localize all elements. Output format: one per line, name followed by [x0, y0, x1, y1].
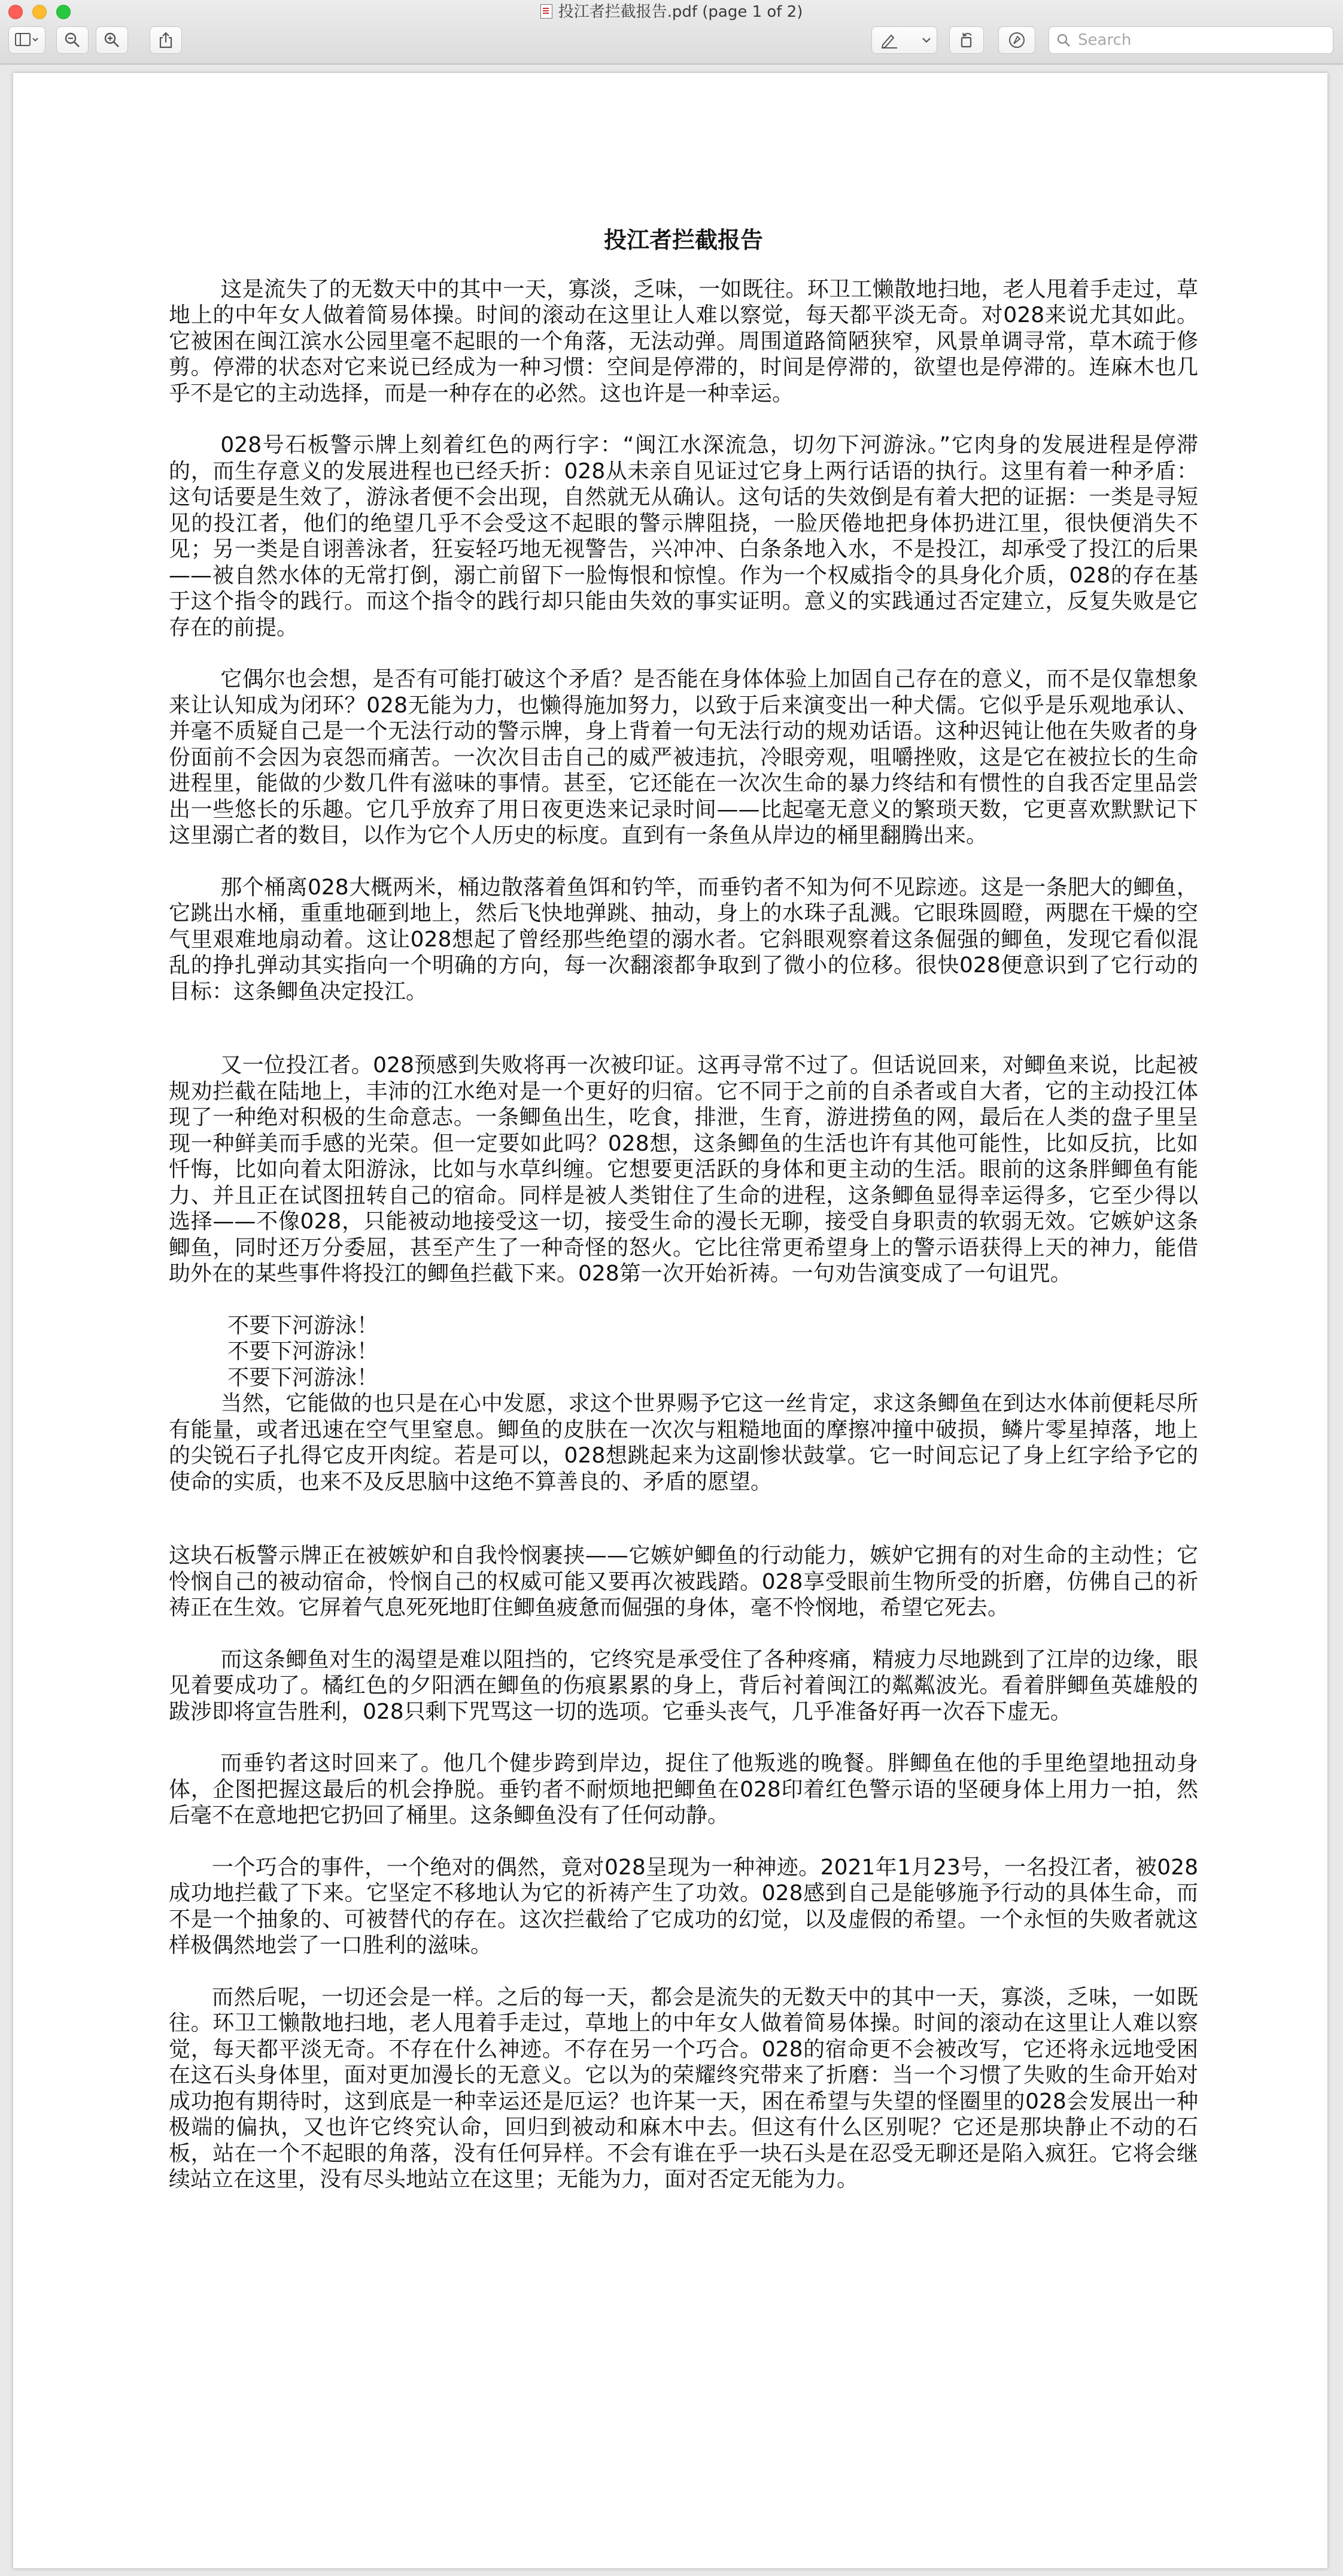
markup-dropdown-button[interactable] [916, 26, 937, 54]
paragraph: 028号石板警示牌上刻着红色的两行字：“闽江水深流急，切勿下河游泳。”它肉身的发展进程是停滞的，而生存意义的发展进程也已经夭折：028从未亲自见证过它身上两行话语的执行。这里有着一种矛盾：这句话要是生效了，游泳者便不会出现，自然就无从确认。这句话的失效倒是有着大把的证据：一类是寻短见的投江者，他们的绝望几乎不会受这不起眼的警示牌阻挠，一脸厌倦地把身体扔进江里，很快便消失不见；另一类是自诩善泳者，狂妄轻巧地无视警告，兴冲冲、白条条地入水，不是投江，却承受了投江的后果——被自然水体的无常打倒，溺亡前留下一脸悔恨和惊惶。作为一个权威指令的具身化介质，028的存在基于这个指令的践行。而这个指令的践行却只能由失效的事实证明。意义的实践通过否定建立，反复失败是它存在的前提。 [169, 433, 1198, 640]
pdf-file-icon [540, 4, 552, 19]
window-title [0, 1, 1343, 23]
shout-line: 不要下河游泳！ [227, 1365, 379, 1390]
paragraph: 这块石板警示牌正在被嫉妒和自我怜悯裹挟——它嫉妒鲫鱼的行动能力，嫉妒它拥有的对生命的主动性；它怜悯自己的被动宿命，怜悯自己的权威可能又要再次被践踏。028享受眼前生物所受的折磨，仿佛自己的祈祷正在生效。它屏着气息死死地盯住鲫鱼疲惫而倔强的身体，毫不怜悯地，希望它死去。 [169, 1543, 1198, 1620]
window-title-text: 投江者拦截报告.pdf (page 1 of 2) [558, 3, 803, 21]
sidebar-toggle-button[interactable] [8, 26, 45, 54]
paragraph: 而然后呢，一切还会是一样。之后的每一天，都会是流失的无数天中的其中一天，寡淡，乏味，一如既往。环卫工懒散地扫地，老人甩着手走过，草地上的中年女人做着简易体操。时间的滚动在这里让人难以察觉，每天都平淡无奇。不存在什么神迹。不存在另一个巧合。028的宿命更不会被改写，它还将永远地受困在这石头身体里，面对更加漫长的无意义。它以为的荣耀终究带来了折磨：当一个习惯了失败的生命开始对成功抱有期待时，这到底是一种幸运还是厄运？也许某一天，困在希望与失望的怪圈里的028会发展出一种极端的偏执，又也许它终究认命，回归到被动和麻木中去。但这有什么区别呢？它还是那块静止不动的石板，站在一个不起眼的角落，没有任何异样。不会有谁在乎一块石头是在忍受无聊还是陷入疯狂。它将会继续站立在这里，没有尽头地站立在这里；无能为力，面对否定无能为力。 [169, 1985, 1198, 2192]
paragraph: 而这条鲫鱼对生的渴望是难以阻挡的，它终究是承受住了各种疼痛，精疲力尽地跳到了江岸的边缘，眼见着要成功了。橘红色的夕阳洒在鲫鱼的伤痕累累的身上，背后衬着闽江的粼粼波光。看着胖鲫鱼英雄般的跋涉即将宣告胜利，028只剩下咒骂这一切的选项。它垂头丧气，几乎准备好再一次吞下虚无。 [169, 1647, 1198, 1724]
share-button[interactable] [150, 26, 182, 54]
markup-button[interactable] [871, 26, 920, 54]
document-body [169, 227, 1198, 2193]
paragraph: 那个桶离028大概两米，桶边散落着鱼饵和钓竿，而垂钓者不知为何不见踪迹。这是一条肥大的鲫鱼，它跳出水桶，重重地砸到地上，然后飞快地弹跳、抽动，身上的水珠子乱溅。它眼珠圆瞪，两腮在干燥的空气里艰难地扇动着。这让028想起了曾经那些绝望的溺水者。它斜眼观察着这条倔强的鲫鱼，发现它看似混乱的挣扎弹动其实指向一个明确的方向，每一次翻滚都争取到了微小的位移。很快028便意识到了它行动的目标：这条鲫鱼决定投江。 [169, 875, 1198, 1004]
annotate-button[interactable] [998, 26, 1035, 54]
paragraph: 当然，它能做的也只是在心中发愿，求这个世界赐予它这一丝肯定，求这条鲫鱼在到达水体前便耗尽所有能量，或者迅速在空气里窒息。鲫鱼的皮肤在一次次与粗糙地面的摩擦冲撞中破损，鳞片零星掉落，地上的尖锐石子扎得它皮开肉绽。若是可以，028想跳起来为这副惨状鼓掌。它一时间忘记了身上红字给予它的使命的实质，也来不及反思脑中这绝不算善良的、矛盾的愿望。 [169, 1391, 1198, 1494]
markup-circle-icon [1008, 31, 1026, 49]
search-icon [1056, 33, 1071, 47]
search-input[interactable] [1077, 31, 1318, 50]
zoom-in-icon [104, 32, 120, 48]
paragraph: 又一位投江者。028预感到失败将再一次被印证。这再寻常不过了。但话说回来，对鲫鱼来说，比起被规劝拦截在陆地上，丰沛的江水绝对是一个更好的归宿。它不同于之前的自杀者或自大者，它的主动投江体现了一种绝对积极的生命意志。一条鲫鱼出生，吃食，排泄，生育，游进捞鱼的网，最后在人类的盘子里呈现一种鲜美而手感的光荣。但一定要如此吗？028想，这条鲫鱼的生活也许有其他可能性，比如反抗，比如忏悔，比如向着太阳游泳，比如与水草纠缠。它想要更活跃的身体和更主动的生活。眼前的这条胖鲫鱼有能力、并且正在试图扭转自己的宿命。同样是被人类钳住了生命的进程，这条鲫鱼显得幸运得多，它至少得以选择——不像028，只能被动地接受这一切，接受生命的漫长无聊，接受自身职责的软弱无效。它嫉妒这条鲫鱼，同时还万分委屈，甚至产生了一种奇怪的怒火。它比往常更希望身上的警示语获得上天的神力，能借助外在的某些事件将投江的鲫鱼拦截下来。028第一次开始祈祷。一句劝告演变成了一句诅咒。 [169, 1053, 1198, 1286]
paragraph: 这是流失了的无数天中的其中一天，寡淡，乏味，一如既往。环卫工懒散地扫地，老人甩着手走过，草地上的中年女人做着简易体操。时间的滚动在这里让人难以察觉，每天都平淡无奇。对028来说尤其如此。它被困在闽江滨水公园里毫不起眼的一个角落，无法动弹。周围道路简陋狭窄，风景单调寻常，草木疏于修剪。停滞的状态对它来说已经成为一种习惯：空间是停滞的，时间是停滞的，欲望也是停滞的。连麻木也几乎不是它的主动选择，而是一种存在的必然。这也许是一种幸运。 [169, 277, 1198, 406]
sidebar-icon [15, 32, 39, 48]
zoom-out-icon [64, 32, 81, 48]
zoom-out-button[interactable] [56, 26, 89, 54]
chevron-down-icon [922, 37, 931, 44]
rotate-icon [958, 31, 976, 49]
shout-line: 不要下河游泳！ [227, 1339, 379, 1364]
paragraph: 它偶尔也会想，是否有可能打破这个矛盾？是否能在身体体验上加固自己存在的意义，而不是仅靠想象来让认知成为闭环？028无能为力，也懒得施加努力，以致于后来演变出一种犬儒。它似乎是乐观地承认、并毫不质疑自己是一个无法行动的警示牌，身上背着一句无法行动的规劝话语。这种迟钝让他在失败者的身份面前不会因为哀怨而痛苦。一次次目击自己的威严被违抗，冷眼旁观，咀嚼挫败，这是它在被拉长的生命进程里，能做的少数几件有滋味的事情。甚至，它还能在一次次生命的暴力终结和有惯性的自我否定里品尝出一些悠长的乐趣。它几乎放弃了用日夜更迭来记录时间——比起毫无意义的繁琐天数，它更喜欢默默记下这里溺亡者的数目，以作为它个人历史的标度。直到有一条鱼从岸边的桶里翻腾出来。 [169, 667, 1198, 848]
paragraph: 而垂钓者这时回来了。他几个健步跨到岸边，捉住了他叛逃的晚餐。胖鲫鱼在他的手里绝望地扭动身体，企图把握这最后的机会挣脱。垂钓者不耐烦地把鲫鱼在028印着红色警示语的坚硬身体上用力一拍，然后毫不在意地把它扔回了桶里。这条鲫鱼没有了任何动静。 [169, 1751, 1198, 1828]
shout-line: 不要下河游泳！ [227, 1313, 379, 1338]
share-icon [158, 31, 174, 49]
search-field[interactable] [1049, 26, 1333, 54]
paragraph: 一个巧合的事件，一个绝对的偶然，竟对028呈现为一种神迹。2021年1月23号，一名投江者，被028成功地拦截了下来。它坚定不移地认为它的祈祷产生了功效。028感到自己是能够施予行动的具体生命，而不是一个抽象的、可被替代的存在。这次拦截给了它成功的幻觉，以及虚假的希望。一个永恒的失败者就这样极偶然地尝了一口胜利的滋味。 [169, 1855, 1198, 1958]
pdf-page [13, 73, 1327, 2568]
rotate-button[interactable] [949, 26, 984, 54]
warning-repeat [169, 1313, 1198, 1391]
pen-icon [880, 32, 898, 48]
document-title: 投江者拦截报告 [603, 227, 763, 253]
zoom-in-button[interactable] [96, 26, 128, 54]
window-titlebar [0, 0, 1343, 65]
